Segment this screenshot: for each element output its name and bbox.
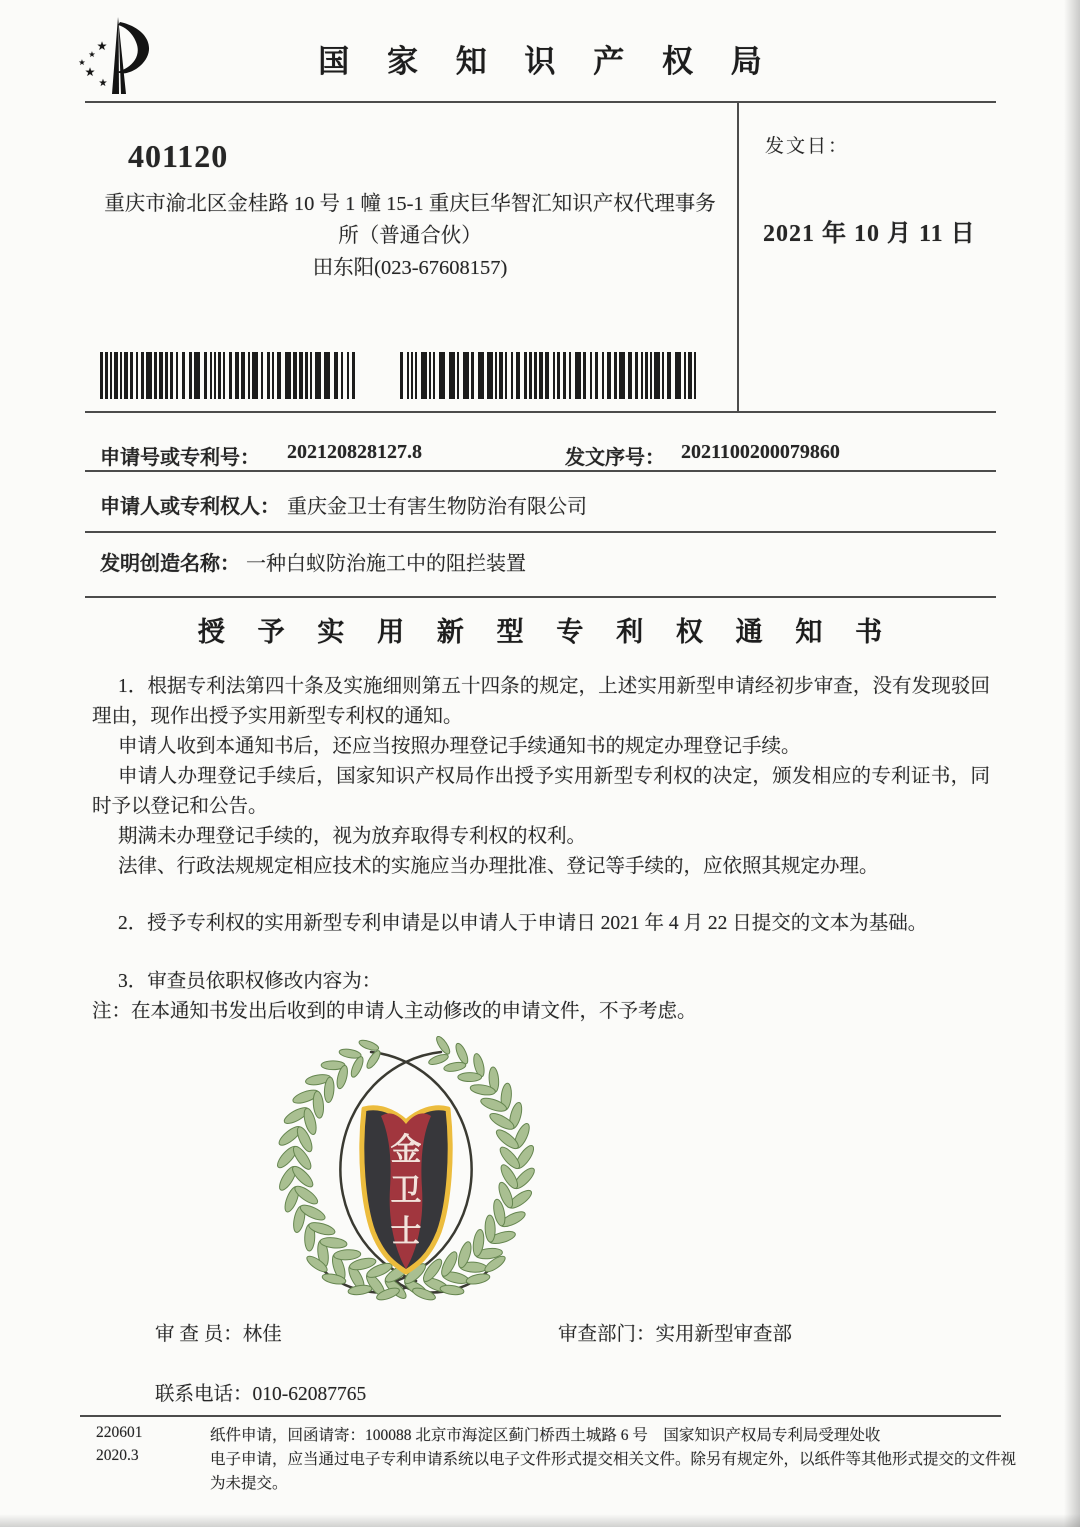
- application-number-value: 202120828127.8: [287, 441, 422, 463]
- svg-text:金: 金: [390, 1132, 422, 1167]
- serial-number-value: 2021100200079860: [681, 441, 840, 463]
- addressee-block: [95, 188, 725, 284]
- svg-text:卫: 卫: [390, 1173, 422, 1208]
- examiner-label: 审 查 员：: [155, 1324, 243, 1345]
- invention-title-label: 发明创造名称：: [100, 553, 240, 575]
- application-number-label: 申请号或专利号：: [100, 447, 260, 469]
- svg-text:★: ★: [84, 65, 96, 79]
- invention-title-value: 一种白蚁防治施工中的阻拦装置: [246, 553, 526, 575]
- shield: [362, 1108, 450, 1272]
- examiner-name: 林佳: [242, 1324, 282, 1345]
- dispatch-box-border: [737, 101, 739, 413]
- footer-line-electronic: 电子申请，应当通过电子专利申请系统以电子文件形式提交相关文件。除另有规定外，以纸件等其他形式提交的文件视为未提交。: [210, 1451, 1017, 1492]
- svg-text:★: ★: [78, 58, 86, 67]
- agency-title: 国 家 知 识 产 权 局: [318, 44, 777, 79]
- dispatch-date-label: 发文日：: [765, 136, 850, 157]
- footer-line-paper: 纸件申请，回函请寄：100088 北京市海淀区蓟门桥西土城路 6 号 国家知识产权局专利局受理处收: [210, 1427, 881, 1444]
- scan-edge-bottom: [0, 1514, 1080, 1527]
- svg-text:★: ★: [88, 50, 96, 59]
- addressee-contact: 田东阳(023-67608157): [312, 257, 508, 279]
- svg-text:★: ★: [96, 39, 108, 53]
- notice-paragraph-7: 3．审查员依职权修改内容为：: [118, 971, 382, 992]
- notice-body: [92, 672, 990, 1027]
- scan-edge-right: [1064, 0, 1080, 1527]
- form-code: 220601: [96, 1424, 143, 1441]
- applicant-label: 申请人或专利权人：: [100, 496, 280, 518]
- notice-paragraph-1: 1．根据专利法第四十条及实施细则第五十四条的规定，上述实用新型申请经初步审查，没有发现驳回理由，现作出授予实用新型专利权的通知。: [92, 676, 990, 727]
- notice-paragraph-3: 申请人办理登记手续后，国家知识产权局作出授予实用新型专利权的决定，颁发相应的专利证书，同时予以登记和公告。: [92, 766, 990, 817]
- divider: [85, 596, 996, 598]
- barcode: [400, 352, 700, 399]
- shield-characters: [391, 1132, 422, 1249]
- serial-number-label: 发文序号：: [565, 447, 665, 469]
- company-emblem: [256, 1036, 556, 1310]
- barcode: [100, 352, 356, 399]
- divider: [85, 531, 996, 533]
- svg-text:★: ★: [98, 78, 108, 89]
- phone-label: 联系电话：: [155, 1384, 253, 1405]
- phone-number: 010-62087765: [252, 1384, 367, 1405]
- notice-title: 授 予 实 用 新 型 专 利 权 通 知 书: [197, 617, 896, 647]
- notice-paragraph-4: 期满未办理登记手续的，视为放弃取得专利权的权利。: [118, 826, 587, 847]
- divider: [80, 1415, 1001, 1417]
- divider: [85, 411, 996, 413]
- department-row: [558, 1318, 792, 1346]
- department-name: 实用新型审查部: [655, 1324, 793, 1345]
- footer-instructions: [210, 1424, 1016, 1496]
- svg-text:士: 士: [390, 1214, 422, 1249]
- notice-paragraph-2: 申请人收到本通知书后，还应当按照办理登记手续通知书的规定办理登记手续。: [118, 736, 801, 757]
- addressee-address: 重庆市渝北区金桂路 10 号 1 幢 15-1 重庆巨华智汇知识产权代理事务所（普通合伙）: [104, 193, 716, 247]
- dispatch-date-value: 2021 年 10 月 11 日: [763, 221, 976, 247]
- department-label: 审查部门：: [558, 1324, 656, 1345]
- divider: [85, 470, 996, 472]
- phone-row: [155, 1378, 366, 1406]
- addressee-postcode: 401120: [128, 138, 229, 174]
- notice-paragraph-5: 法律、行政法规规定相应技术的实施应当办理批准、登记等手续的，应依照其规定办理。: [118, 856, 879, 877]
- notice-paragraph-note: 注：在本通知书发出后收到的申请人主动修改的申请文件，不予考虑。: [92, 1001, 697, 1022]
- notice-paragraph-6: 2．授予专利权的实用新型专利申请是以申请人于申请日 2021 年 4 月 22 日提交的文本为基础。: [118, 913, 928, 934]
- form-version: 2020.3: [96, 1447, 139, 1464]
- examiner-row: [155, 1318, 282, 1346]
- applicant-value: 重庆金卫士有害生物防治有限公司: [287, 496, 587, 518]
- divider: [85, 101, 996, 103]
